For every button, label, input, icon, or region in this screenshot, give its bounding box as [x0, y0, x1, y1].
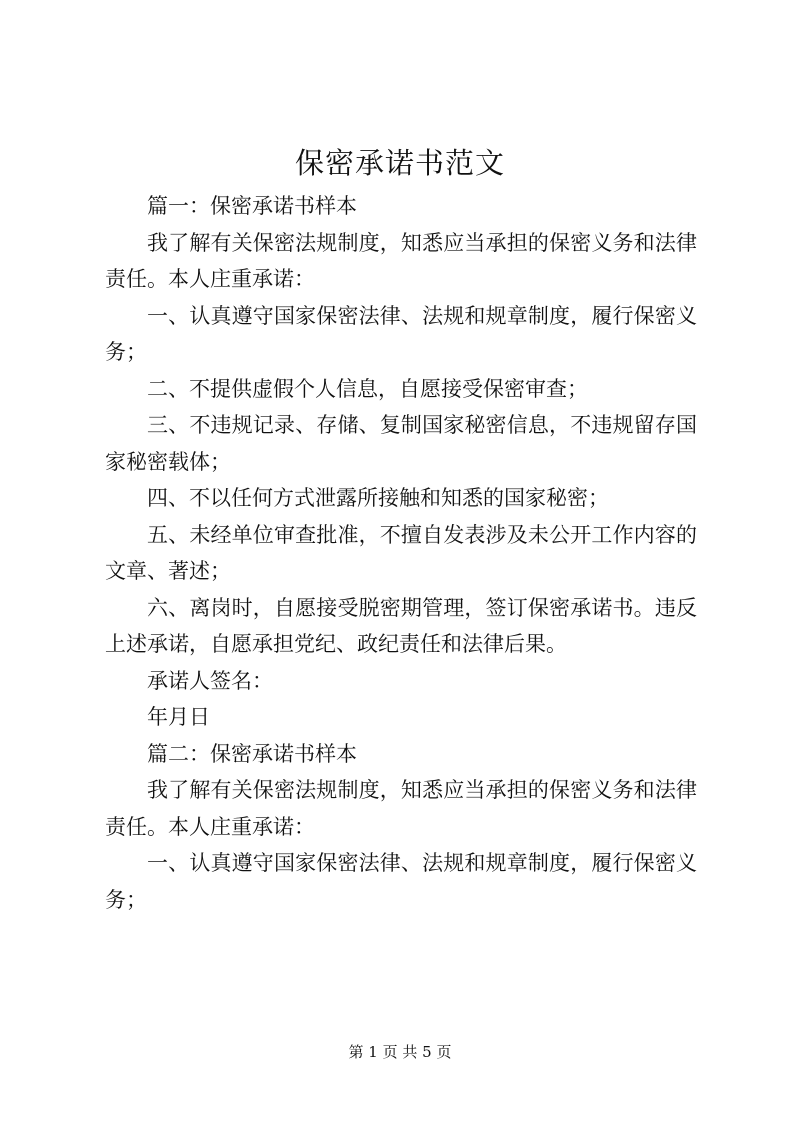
document-body [105, 188, 697, 918]
paragraph: 二、不提供虚假个人信息，自愿接受保密审查； [147, 376, 588, 401]
date-line: 年月日 [147, 705, 210, 729]
paragraph: 一、认真遵守国家保密法律、法规和规章制度，履行保密义务； [105, 303, 697, 364]
document-title: 保密承诺书范文 [294, 146, 505, 180]
paragraph: 我了解有关保密法规制度，知悉应当承担的保密义务和法律责任。本人庄重承诺： [105, 230, 697, 291]
paragraph: 三、不违规记录、存储、复制国家秘密信息，不违规留存国家秘密载体； [105, 413, 697, 474]
signature-line: 承诺人签名： [147, 668, 273, 693]
paragraph: 四、不以任何方式泄露所接触和知悉的国家秘密； [147, 486, 609, 510]
section-heading: 篇二：保密承诺书样本 [147, 741, 357, 766]
page-footer: 第 1 页 共 5 页 [348, 1043, 452, 1061]
section-heading: 篇一：保密承诺书样本 [147, 194, 357, 218]
paragraph: 我了解有关保密法规制度，知悉应当承担的保密义务和法律责任。本人庄重承诺： [105, 778, 697, 839]
paragraph: 六、离岗时，自愿接受脱密期管理，签订保密承诺书。违反上述承诺，自愿承担党纪、政纪责任和法律后果。 [105, 595, 697, 656]
paragraph: 一、认真遵守国家保密法律、法规和规章制度，履行保密义务； [105, 851, 697, 912]
paragraph: 五、未经单位审查批准，不擅自发表涉及未公开工作内容的文章、著述； [105, 522, 697, 583]
